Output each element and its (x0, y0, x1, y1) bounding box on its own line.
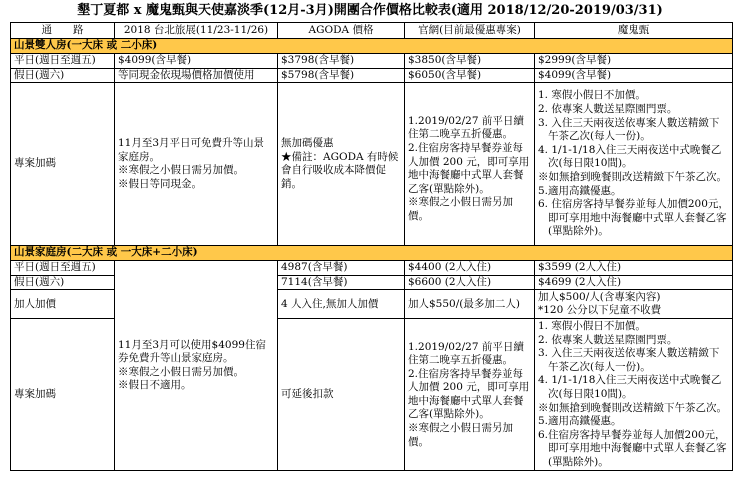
offer-line: 5.適用高鐵優惠。 (538, 415, 622, 428)
offer-line: ※假日不適用。 (118, 379, 192, 392)
offer-line: 無加碼優惠 (281, 137, 334, 149)
price-cell: 加人$550/(最多加二人) (405, 290, 535, 319)
price-cell: 4987(含早餐) (278, 261, 405, 276)
offer-line: 4. 1/1-1/18入住三天兩夜送中式晚餐乙次(每日限10間)。 (538, 374, 722, 401)
offer-line: 4. 1/1-1/18入住三天兩夜送中式晚餐乙次(每日限10間)。 (538, 143, 722, 170)
price-cell: 7114(含早餐) (278, 275, 405, 290)
section-title: 山景雙人房(一大床 或 二小床) (11, 39, 733, 54)
price-cell: 4 人入住,無加人加價 (278, 290, 405, 319)
special-offer-cell (115, 261, 278, 471)
header-mogui: 魔鬼甄 (535, 23, 733, 39)
extra-charge-cell (535, 290, 733, 319)
price-cell: $6050(含早餐) (405, 68, 535, 83)
special-offer-cell (405, 83, 535, 246)
special-offer-cell (535, 83, 733, 246)
offer-line: 3. 入住三天兩夜送依專案人數送精緻下午茶乙次(每人一份)。 (538, 116, 720, 143)
row-label: 平日(週日至週五) (11, 54, 115, 69)
row-label: 專案加碼 (11, 83, 115, 246)
offer-line: ※寒假之小假日需另加價。 (118, 365, 244, 378)
table-row (11, 261, 733, 276)
header-row (11, 23, 733, 39)
offer-line: 6.住宿房客持早餐券並每人加價200元，即可享用地中海餐廳中式單人套餐乙客(單點除外)。 (538, 428, 727, 469)
price-cell: $3850(含早餐) (405, 54, 535, 69)
special-offer-cell (115, 83, 278, 246)
offer-line: ※如無搶到晚餐則改送精緻下午茶乙次。 (538, 401, 727, 414)
offer-line: 2. 依專案人數送星際園門票。 (538, 333, 678, 346)
row-label: 假日(週六) (11, 275, 115, 290)
price-cell: $4400 (2人入住) (405, 261, 535, 276)
price-cell: $2999(含早餐) (535, 54, 733, 69)
price-cell: $4099(含早餐) (115, 54, 278, 69)
header-channel: 通 路 (11, 23, 115, 39)
offer-line: 6. 住宿房客持早餐券並每人加價200元，即可享用地中海餐廳中式單人套餐乙客(單點除外)。 (538, 198, 729, 238)
price-cell: $5798(含早餐) (278, 68, 405, 83)
offer-line: ※寒假之小假日需另加價。 (408, 422, 513, 448)
offer-line: ※寒假之小假日需另加價。 (408, 196, 513, 222)
price-comparison-table (10, 22, 733, 471)
header-official: 官網(目前最優惠專案) (405, 23, 535, 39)
row-label: 假日(週六) (11, 68, 115, 83)
section-row (11, 246, 733, 261)
special-offer-cell: 可延後扣款 (278, 319, 405, 471)
offer-line: 11月至3月可以使用$4099住宿券免費升等山景家庭房。 (118, 338, 266, 365)
section-title: 山景家庭房(二大床 或 一大床+二小床) (11, 246, 733, 261)
row-label: 加人加價 (11, 290, 115, 319)
price-cell: $3798(含早餐) (278, 54, 405, 69)
table-row (11, 83, 733, 246)
price-cell: $6600 (2人入住) (405, 275, 535, 290)
offer-line: *120 公分以下兒童不收費 (538, 304, 662, 317)
price-cell: 等同現金依現場價格加價使用 (115, 68, 278, 83)
offer-line: 2. 依專案人數送星際園門票。 (538, 103, 678, 116)
offer-line: ※寒假之小假日需另加價。 (118, 164, 244, 177)
row-label: 專案加碼 (11, 319, 115, 471)
table-row (11, 54, 733, 69)
offer-line: 1.2019/02/27 前平日續住第二晚享五折優惠。 (408, 340, 524, 367)
header-agoda: AGODA 價格 (278, 23, 405, 39)
header-travel-fair: 2018 台北旅展(11/23-11/26) (115, 23, 278, 39)
page-title: 墾丁夏都 x 魔鬼甄與天使嘉淡季(12月-3月)開團合作價格比較表(適用 2018/12/20-2019/03/31) (77, 3, 663, 18)
offer-line: ※如無搶到晚餐則改送精緻下午茶乙次。 (538, 170, 727, 183)
offer-line: 11月至3月平日可免費升等山景家庭房。 (118, 137, 265, 163)
offer-line: 1. 寒假小假日不加價。 (538, 89, 646, 102)
offer-line: 3. 入住三天兩夜送依專案人數送精緻下午茶乙次(每人一份)。 (538, 347, 720, 373)
price-cell: $4099(含早餐) (535, 68, 733, 83)
offer-line: 5.適用高鐵優惠。 (538, 184, 622, 197)
offer-line: 加人$500/人(含專案內容) (538, 290, 661, 303)
price-cell: $3599 (2人入住) (535, 261, 733, 276)
offer-line: ★備註：AGODA 有時候會自行吸收成本降價促銷。 (281, 150, 399, 190)
offer-line: 2.住宿房客持早餐券並每人加價 200 元，即可享用地中海餐廳中式單人套餐乙客(單點除外)。 (408, 367, 530, 421)
table-row (11, 68, 733, 83)
offer-line: 2.住宿房客持早餐券並每人加價 200 元，即可享用地中海餐廳中式單人套餐乙客(單點除外)。 (408, 142, 530, 195)
special-offer-cell (535, 319, 733, 471)
offer-line: 1. 寒假小假日不加價。 (538, 320, 646, 333)
section-row (11, 39, 733, 54)
price-cell: $4699 (2人入住) (535, 275, 733, 290)
offer-line: ※假日等同現金。 (118, 177, 202, 190)
offer-line: 1.2019/02/27 前平日續住第二晚享五折優惠。 (408, 114, 524, 141)
special-offer-cell (405, 319, 535, 471)
special-offer-cell (278, 83, 405, 246)
row-label: 平日(週日至週五) (11, 261, 115, 276)
